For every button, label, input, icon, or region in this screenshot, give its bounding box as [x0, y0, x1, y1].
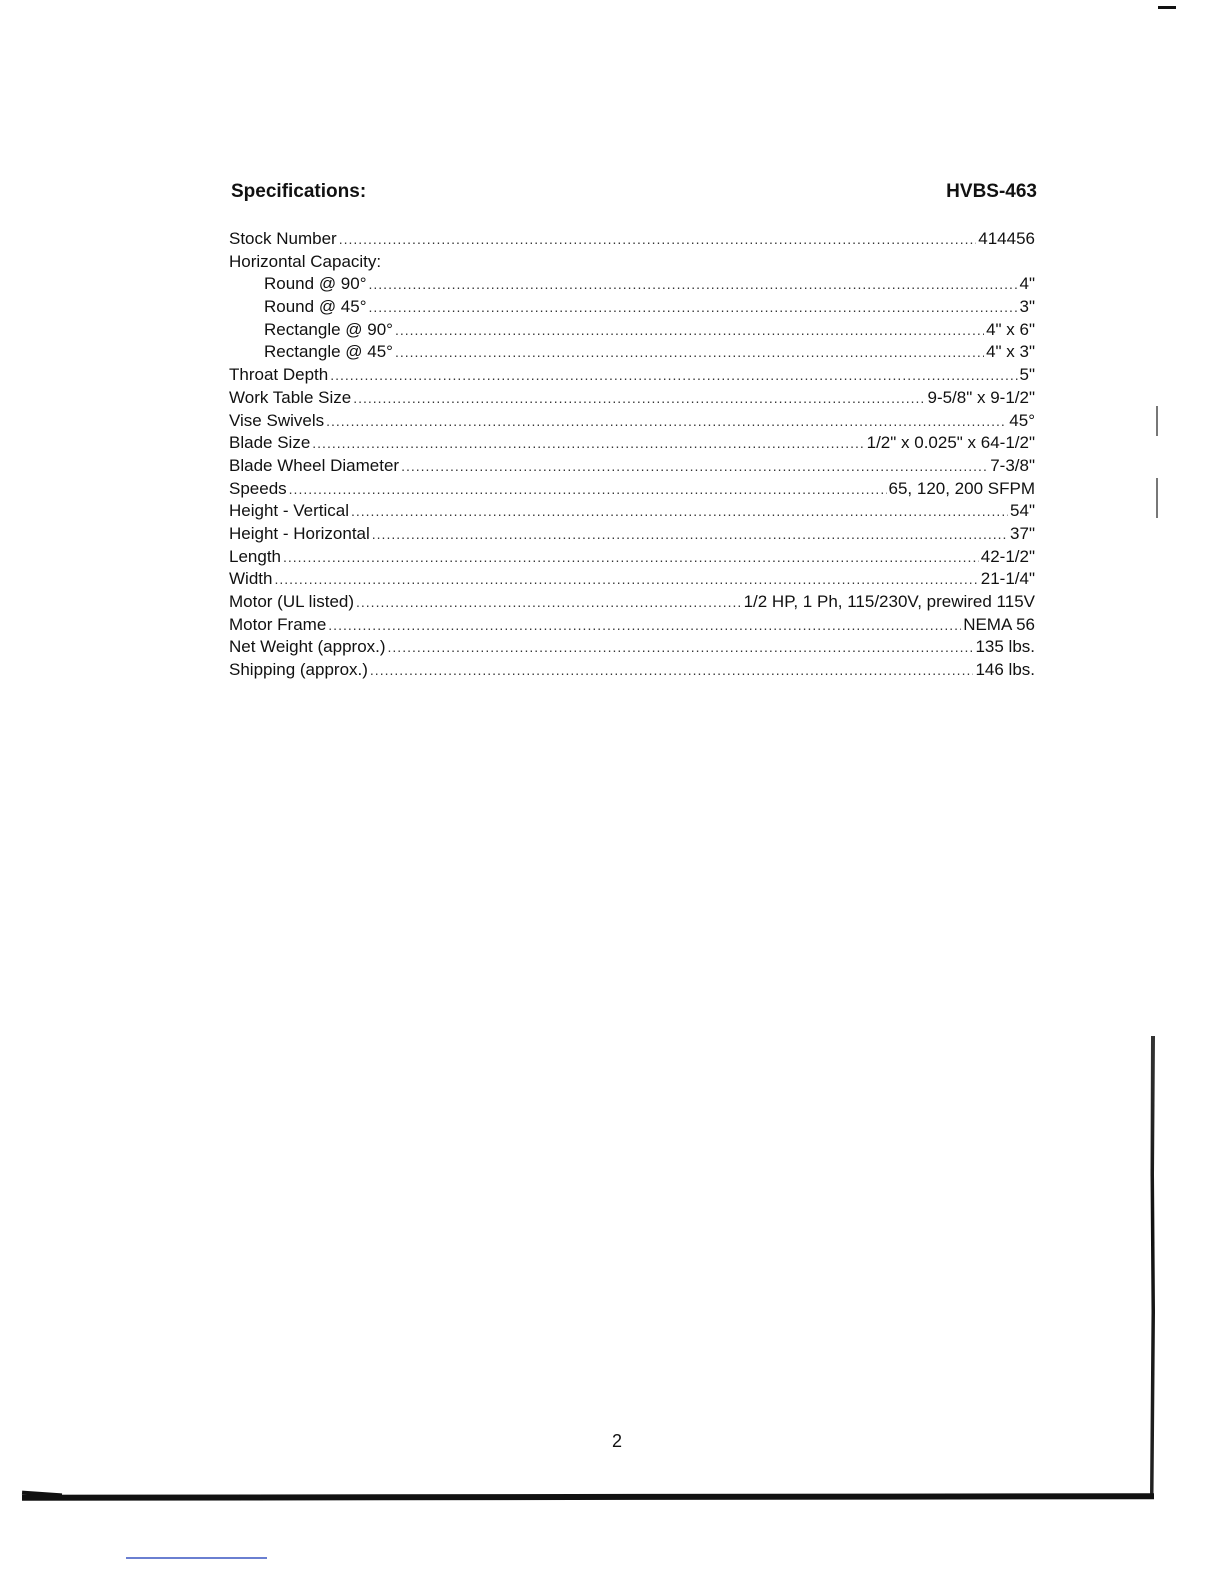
spec-label: Vise Swivels: [229, 410, 325, 430]
spec-row: [229, 387, 1035, 410]
scan-edge-shadow: [1150, 1036, 1155, 1496]
scan-corner-mark: [1158, 6, 1176, 9]
spec-label: Rectangle @ 90°: [264, 319, 393, 339]
spec-value: 42-1/2": [980, 546, 1035, 566]
spec-value: 3": [1019, 297, 1035, 317]
spec-row: [229, 455, 1035, 478]
spec-row: [229, 523, 1035, 546]
spec-row: [229, 568, 1035, 591]
spec-label: Motor Frame: [229, 614, 327, 634]
spec-row: [229, 636, 1035, 659]
spec-row: [229, 478, 1035, 501]
spec-label: Speeds: [229, 478, 287, 498]
spec-row: [229, 500, 1035, 523]
spec-value: 45°: [1009, 410, 1035, 430]
dot-leader: [369, 273, 1018, 296]
dot-leader: [388, 636, 974, 659]
spec-row: [229, 614, 1035, 637]
bottom-rule: [22, 1493, 1154, 1501]
spec-value: 1/2 HP, 1 Ph, 115/230V, prewired 115V: [743, 592, 1035, 611]
spec-label: Height - Vertical: [229, 501, 349, 521]
spec-row: [229, 364, 1035, 387]
dot-leader: [395, 341, 984, 364]
spec-row: [229, 432, 1035, 455]
spec-value: 5": [1019, 365, 1035, 385]
dot-leader: [326, 410, 1007, 433]
dot-leader: [372, 523, 1008, 546]
spec-label: Shipping (approx.): [229, 660, 368, 680]
spec-value: 146 lbs.: [975, 660, 1035, 680]
spec-value: 7-3/8": [990, 455, 1035, 475]
spec-value: 135 lbs.: [975, 637, 1035, 657]
spec-value: NEMA 56: [963, 614, 1035, 634]
spec-value: 21-1/4": [980, 569, 1035, 589]
spec-value: 65, 120, 200 SFPM: [888, 478, 1035, 498]
spec-label: Blade Size: [229, 433, 311, 453]
dot-leader: [395, 319, 984, 342]
spec-label: Round @ 90°: [264, 274, 367, 294]
spec-row: [229, 319, 1035, 342]
spec-value: 4" x 3": [986, 342, 1035, 362]
dot-leader: [289, 478, 887, 501]
spec-value: 414456: [978, 229, 1035, 248]
dot-leader: [369, 296, 1018, 319]
spec-value: 37": [1010, 523, 1035, 543]
spec-value: 9-5/8" x 9-1/2": [927, 387, 1035, 407]
dot-leader: [351, 500, 1008, 523]
spec-title: Specifications:: [231, 181, 367, 202]
scan-margin-mark: [1156, 406, 1158, 436]
spec-list: [229, 228, 1035, 682]
spec-value: 54": [1010, 501, 1035, 521]
dot-leader: [283, 546, 979, 569]
spec-label: Length: [229, 546, 281, 566]
spec-label: Horizontal Capacity:: [229, 251, 382, 271]
spec-label: Work Table Size: [229, 387, 352, 407]
spec-row: [229, 251, 1035, 274]
spec-label: Height - Horizontal: [229, 523, 370, 543]
spec-row: [229, 410, 1035, 433]
spec-label: Stock Number: [229, 229, 337, 248]
model-number: HVBS-463: [946, 181, 1037, 202]
dot-leader: [356, 591, 742, 614]
dot-leader: [274, 568, 978, 591]
spec-row: [229, 591, 1035, 614]
spec-header: [231, 181, 1037, 207]
bottom-link-underline: [126, 1557, 267, 1559]
spec-label: Rectangle @ 45°: [264, 342, 393, 362]
spec-label: Blade Wheel Diameter: [229, 455, 400, 475]
spec-label: Throat Depth: [229, 365, 329, 385]
spec-label: Net Weight (approx.): [229, 637, 386, 657]
spec-value: 4" x 6": [986, 319, 1035, 339]
dot-leader: [353, 387, 925, 410]
spec-row: [229, 341, 1035, 364]
dot-leader: [312, 432, 864, 455]
dot-leader: [328, 614, 961, 637]
spec-row: [229, 296, 1035, 319]
spec-label: Motor (UL listed): [229, 592, 355, 611]
spec-label: Round @ 45°: [264, 297, 367, 317]
spec-row: [229, 546, 1035, 569]
dot-leader: [339, 228, 977, 251]
spec-row: [229, 659, 1035, 682]
scan-margin-mark: [1156, 478, 1158, 518]
spec-row: [229, 273, 1035, 296]
dot-leader: [370, 659, 974, 682]
dot-leader: [330, 364, 1017, 387]
dot-leader: [401, 455, 988, 478]
spec-label: Width: [229, 569, 273, 589]
spec-value: 4": [1019, 274, 1035, 294]
spec-value: 1/2" x 0.025" x 64-1/2": [866, 433, 1035, 453]
spec-row: [229, 228, 1035, 251]
page-number: 2: [612, 1431, 623, 1451]
